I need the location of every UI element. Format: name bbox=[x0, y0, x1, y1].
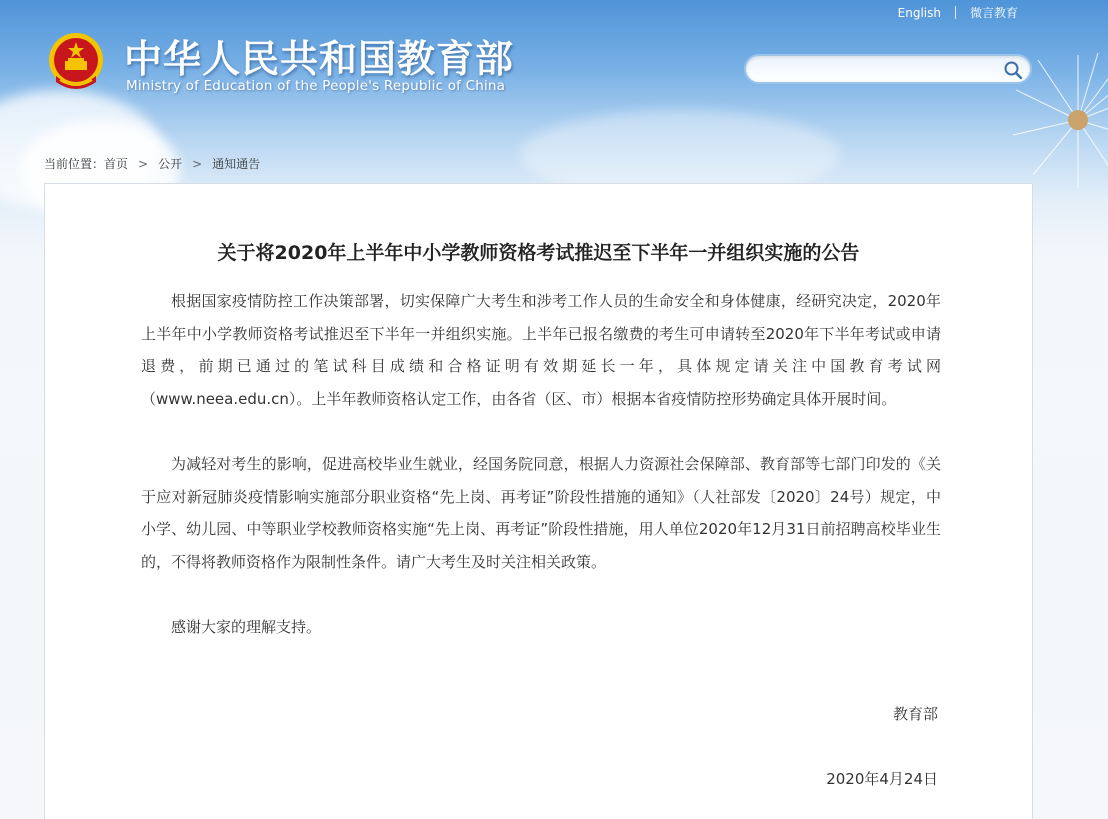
national-emblem-icon[interactable] bbox=[46, 30, 106, 94]
chevron-right-icon: > bbox=[192, 156, 203, 171]
article-signer: 教育部 bbox=[892, 705, 938, 723]
breadcrumb bbox=[44, 155, 260, 172]
breadcrumb-home[interactable]: 首页 bbox=[104, 157, 129, 171]
article-title: 关于将2020年上半年中小学教师资格考试推迟至下半年一并组织实施的公告 bbox=[217, 242, 860, 264]
breadcrumb-public[interactable]: 公开 bbox=[158, 157, 183, 171]
breadcrumb-notices[interactable]: 通知通告 bbox=[212, 157, 261, 171]
article-body bbox=[141, 285, 941, 644]
english-link[interactable]: English bbox=[897, 5, 941, 20]
article-date: 2020年4月24日 bbox=[826, 770, 938, 788]
search-icon[interactable] bbox=[1002, 59, 1024, 81]
weibo-link[interactable]: 微言教育 bbox=[969, 6, 1018, 20]
article-container bbox=[44, 183, 1033, 819]
article-paragraph: 为减轻对考生的影响，促进高校毕业生就业，经国务院同意，根据人力资源社会保障部、教育部等七部门印发的《关于应对新冠肺炎疫情影响实施部分职业资格“先上岗、再考证”阶段性措施的通知》（人社部发〔2020〕24号）规定，中小学、幼儿园、中等职业学校教师资格实施“先上岗、再考证”阶段性措施，用人单位2020年12月31日前招聘高校毕业生的，不得将教师资格作为限制性条件。请广大考生及时关注相关政策。 bbox=[141, 455, 941, 571]
search-box bbox=[744, 54, 1032, 84]
site-subtitle: Ministry of Education of the People's Republic of China bbox=[126, 78, 506, 94]
site-title[interactable]: 中华人民共和国教育部 bbox=[124, 37, 515, 81]
top-links bbox=[898, 4, 1018, 21]
link-divider bbox=[955, 6, 956, 19]
search-input[interactable] bbox=[758, 60, 998, 78]
breadcrumb-prefix: 当前位置： bbox=[44, 157, 105, 171]
article-paragraph: 感谢大家的理解支持。 bbox=[171, 618, 322, 636]
chevron-right-icon: > bbox=[138, 156, 149, 171]
article-paragraph: 根据国家疫情防控工作决策部署，切实保障广大考生和涉考工作人员的生命安全和身体健康，经研究决定，2020年上半年中小学教师资格考试推迟至下半年一并组织实施。上半年已报名缴费的考生可申请转至2020年下半年考试或申请退费，前期已通过的笔试科目成绩和合格证明有效期延长一年，具体规定请关注中国教育考试网（www.neea.edu.cn）。上半年教师资格认定工作，由各省（区、市）根据本省疫情防控形势确定具体开展时间。 bbox=[141, 292, 941, 408]
